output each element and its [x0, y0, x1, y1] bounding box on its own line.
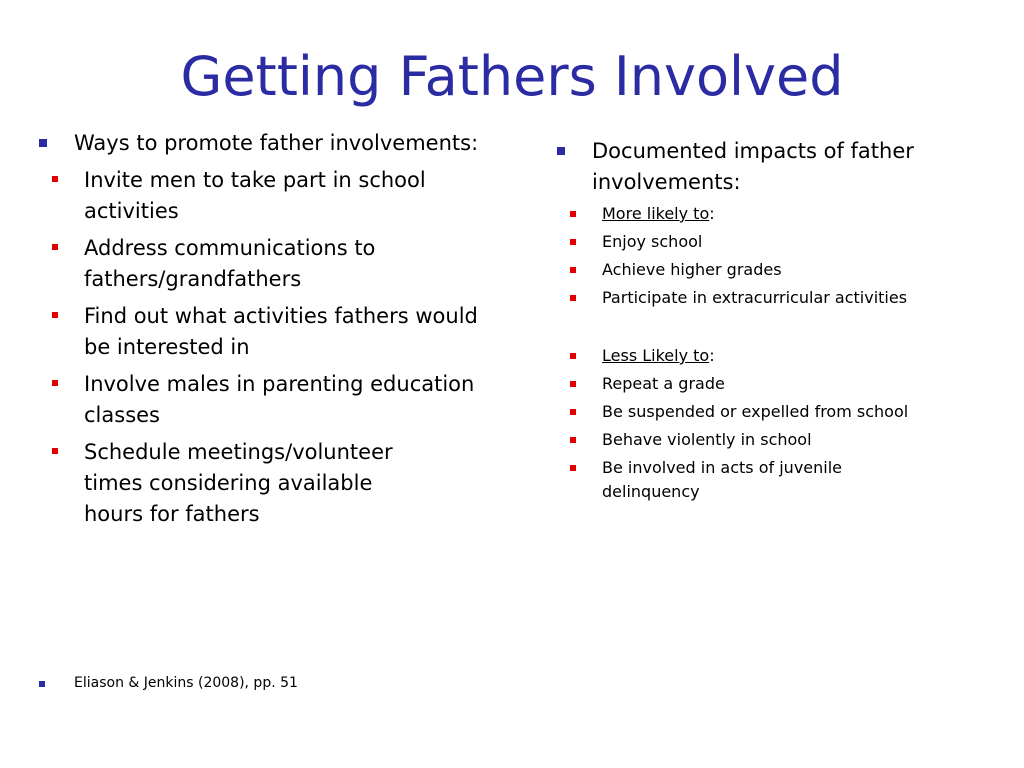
list-item: Repeat a grade: [554, 372, 1004, 396]
list-item: Address communications to fathers/grandfathers: [36, 233, 506, 295]
left-list: [36, 165, 506, 530]
list-item: Schedule meetings/volunteer times considering available hours for fathers: [36, 437, 434, 530]
citation: Eliason & Jenkins (2008), pp. 51: [36, 672, 298, 694]
list-item: Involve males in parenting education classes: [36, 369, 506, 431]
slide-title: Getting Fathers Involved: [180, 45, 844, 108]
list-item: Behave violently in school: [554, 428, 1004, 452]
list-item: Enjoy school: [554, 230, 1004, 254]
more-likely-colon: :: [709, 204, 715, 223]
left-column: [36, 128, 506, 530]
more-likely-text: More likely to: [602, 204, 710, 223]
left-heading: Ways to promote father involvements:: [36, 128, 506, 159]
right-column: [554, 136, 1004, 504]
less-likely-text: Less Likely to: [602, 346, 710, 365]
right-list: [554, 202, 1004, 504]
less-likely-colon: :: [709, 346, 715, 365]
list-item: Be involved in acts of juvenile delinquency: [554, 456, 892, 504]
list-item: Find out what activities fathers would be interested in: [36, 301, 506, 363]
less-likely-label: [554, 344, 1004, 368]
more-likely-label: [554, 202, 1004, 226]
list-item: Participate in extracurricular activities: [554, 286, 1004, 310]
list-item: Achieve higher grades: [554, 258, 1004, 282]
list-item: Invite men to take part in school activities: [36, 165, 506, 227]
list-item: Be suspended or expelled from school: [554, 400, 1004, 424]
right-heading: Documented impacts of father involvements:: [554, 136, 952, 198]
